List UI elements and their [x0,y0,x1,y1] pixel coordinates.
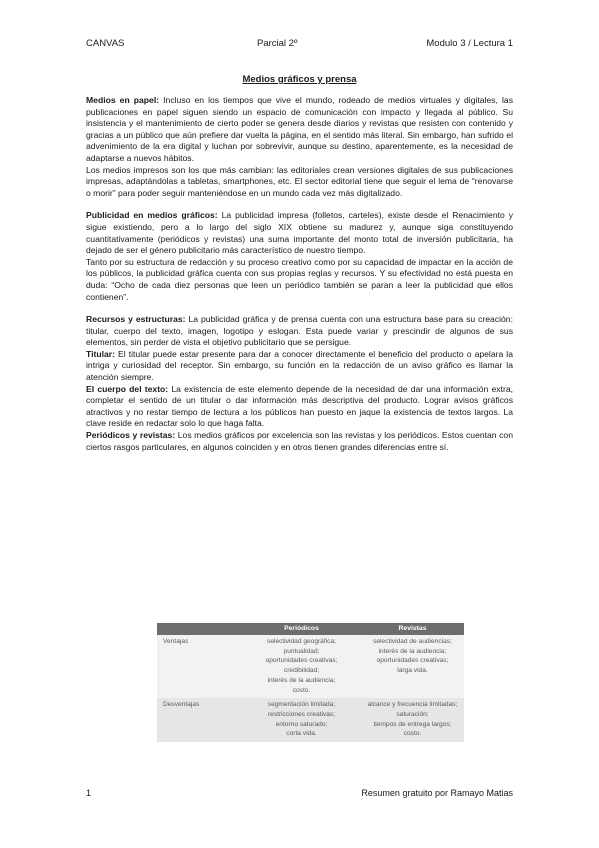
paragraph-publicidad-2: Tanto por su estructura de redacción y su proceso creativo como por su capacidad de impactar en la acción de los públicos, la publicidad gráfica cuenta con sus propias reglas y recursos. Y su efectividad no está puesta en duda: “Ocho de cada diez personas que leen un periódico también se paran a leer la publicidad que ellos contienen”. [86,256,513,302]
row-label-ventajas: Ventajas [157,635,242,698]
table-header-row [157,623,464,635]
table-row [157,635,464,698]
cell-line: segmentación limitada; [267,701,336,709]
cell-line: puntualidad; [283,647,320,655]
paragraph-publicidad [86,210,513,256]
paragraph-titular [86,349,513,384]
document-title: Medios gráficos y prensa [242,74,357,85]
label-medios-papel: Medios en papel: [86,95,160,105]
comparison-table [157,623,464,742]
paragraph-medios-impresos: Los medios impresos son los que más cambian: las editoriales crean versiones digitales de sus publicaciones impresas, adaptándolas a tabletas, smartphones, etc. El sector editorial tiene que seguir el lema de “renovarse o morir” para poder seguir manteniéndose en un mundo cada vez más digitalizado. [86,164,513,198]
cell-line: restricciones creativas; [267,710,336,718]
header-module: Modulo 3 / Lectura 1 [426,38,513,49]
cell-line: alcance y frecuencia limitadas; [367,701,458,709]
comparison-table-wrap [157,623,464,742]
page-header [86,38,513,52]
cell-line: saturación; [396,710,429,718]
header-exam: Parcial 2º [257,38,298,49]
text-publicidad: La publicidad impresa (folletos, carteles), existe desde el Renacimiento y sigue existiendo, pero a lo largo del siglo XIX obtiene su madurez y, aunque siga constituyendo cuantitativamente (periódicos y revistas) una suma importante del monto total de inversión publicitaria, ha dejado de ser el género publicitario más característico de nuestro tiempo. [86,210,513,256]
text-recursos: La publicidad gráfica y de prensa cuenta con una estructura base para su creación: titular, cuerpo del texto, imagen, logotipo y eslogan. Esta puede variar y prescindir de algunos de sus elementos, sin perder de vista el objetivo publicitario que se persigue. [86,314,513,348]
text-cuerpo: La existencia de este elemento depende de la necesidad de dar una información extra, completar el sentido de un titular o dar información más descriptiva del producto. Lograr avisos gráficos atractivos y no restar tiempo de lectura a los públicos han puesto en jaque la existencia de textos largos. La clave reside en redactar solo lo que haga falta. [86,383,513,429]
paragraph-recursos [86,314,513,349]
table-header-empty [157,623,242,635]
page-number: 1 [86,788,92,798]
table-row [157,698,464,742]
document-body [86,95,513,453]
footer-credit: Resumen gratuito por Ramayo Matias [361,788,513,798]
cell-line: larga vida. [397,667,428,675]
label-periodicos: Periódicos y revistas: [86,430,176,441]
cell-ventajas-periodicos [242,635,361,698]
cell-ventajas-revistas [361,635,464,698]
label-titular: Titular: [86,348,115,359]
cell-line: tiempos de entrega largos; [373,720,452,728]
cell-line: interés de la audiencia; [267,676,336,684]
table-header-periodicos: Periódicos [242,623,361,635]
cell-line: credibilidad; [283,667,320,675]
cell-line: costo. [292,686,311,694]
header-course: CANVAS [86,38,125,49]
cell-line: selectividad geográfica; [267,638,336,645]
cell-line: costo. [403,730,422,738]
cell-desventajas-periodicos [242,698,361,742]
cell-line: interés de la audiencia; [378,647,447,655]
table-header-revistas: Revistas [361,623,464,635]
text-periodicos: Los medios gráficos por excelencia son las revistas y los periódicos. Estos cuentan con ciertos rasgos particulares, en algunos coinciden y en otros tienen grandes diferencias entre sí. [86,430,513,452]
label-cuerpo: El cuerpo del texto: [86,383,169,394]
cell-desventajas-revistas [361,698,464,742]
row-label-desventajas: Desventajas [157,698,242,742]
label-recursos: Recursos y estructuras: [86,314,186,325]
paragraph-cuerpo [86,384,513,430]
paragraph-periodicos [86,430,513,453]
cell-line: corta vida. [286,730,317,738]
cell-line: oportunidades creativas; [376,657,449,665]
cell-line: selectividad de audiencias; [373,638,452,645]
text-titular: El titular puede estar presente para dar a conocer directamente el beneficio del producto o apelara la intriga y curiosidad del receptor. Sin embargo, su función en la redacción de un aviso gráfico es llamar la atención siempre. [86,348,513,383]
cell-line: entorno saturado; [275,720,328,728]
label-publicidad: Publicidad en medios gráficos: [86,210,218,221]
paragraph-medios-papel [86,95,513,165]
text-medios-papel: Incluso en los tiempos que vive el mundo, rodeado de medios virtuales y digitales, las publicaciones en papel siguen siendo un espacio de comunicación con impacto y llegada al público. Su insistencia y el mantenimiento de cierto poder se genera desde diarios y revistas que resisten con contenido y gracias a un público que aún prefiere dar vuelta la página, en el sentido más literal. Sin embargo, han sufrido el advenimiento de la era digital y luchan por sobrevivir, aunque su destino, aparentemente, es la necesidad de adaptarse a nuevos hábitos. [86,95,514,163]
cell-line: oportunidades creativas; [265,657,338,665]
